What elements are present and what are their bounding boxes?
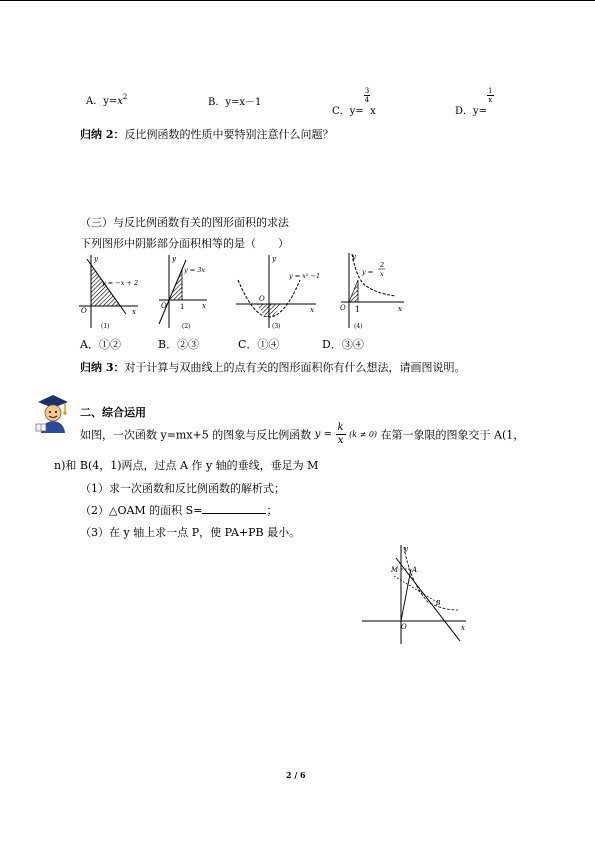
option-d-exp-den: x (488, 96, 493, 104)
tick-one-label: 1 (355, 305, 361, 314)
guina3-title: 归纳 3： (80, 361, 125, 374)
option-c-exp-num: 3 (364, 87, 370, 95)
x-label: x (202, 302, 206, 310)
figure-4 (338, 250, 408, 330)
guina2-title: 归纳 2： (80, 128, 125, 141)
equation-label: y = x² −1 (289, 272, 321, 280)
figure-tag: (2) (182, 323, 191, 330)
figure-tag: (1) (101, 323, 110, 330)
point-b-label: B (436, 600, 441, 607)
guina2 (80, 126, 333, 142)
equation-label: y = 3x (184, 266, 206, 274)
answer-blank (202, 503, 266, 514)
option-a-label: A．y= (86, 96, 118, 107)
shaded-region (257, 304, 281, 317)
option-b: B．y=x－1 (208, 97, 262, 108)
answer-c: C．①④ (238, 338, 280, 351)
option-c-exponent (364, 87, 370, 104)
section2-heading: 二、综合运用 (80, 406, 146, 419)
page-number: 2 / 6 (286, 770, 306, 780)
origin-label: O (161, 302, 167, 310)
hyperbola-graph (352, 254, 396, 296)
guina3-text: 对于计算与双曲线上的点有关的图形面积你有什么想法，请画图说明。 (124, 361, 466, 374)
option-a-base: x (117, 96, 123, 107)
problem-line1 (80, 422, 524, 447)
option-c (332, 87, 376, 117)
section3-question: 下列图形中阴影部分面积相等的是（ ） (80, 237, 289, 250)
y-label: y (352, 253, 356, 261)
problem-part2 (80, 502, 277, 518)
answer-d: D．③④ (322, 338, 364, 351)
option-d (455, 87, 494, 117)
problem-part2-post: ； (266, 504, 278, 517)
page-top-rule (0, 0, 595, 1)
scholar-mascot-icon (32, 392, 74, 434)
figure-3 (234, 252, 322, 330)
problem-line1-pre: 如图，一次函数 y=mx+5 的图象与反比例函数 (80, 428, 312, 442)
option-c-var: x (370, 106, 376, 117)
y-label: y (404, 545, 408, 553)
section3-heading: （三）与反比例函数有关的图形面积的求法 (80, 216, 289, 229)
answer-a: A．①② (80, 338, 121, 351)
origin-label: O (259, 295, 265, 303)
option-c-exp-den: 4 (364, 96, 370, 104)
option-c-label: C．y= (332, 106, 364, 117)
option-d-label: D．y= (455, 106, 488, 117)
answer-b: B．②③ (158, 338, 200, 351)
problem-k-den: x (337, 435, 344, 446)
y-label: y (94, 255, 98, 263)
point-m-label: M (391, 566, 399, 574)
segment-oa (401, 569, 411, 621)
problem-part3: （3）在 y 轴上求一点 P，使 PA+PB 最小。 (80, 526, 301, 539)
problem-k-condition: (k ≠ 0) (349, 430, 378, 439)
x-label: x (310, 306, 314, 314)
problem-part1: （1）求一次函数和反比例函数的解析式； (80, 482, 285, 495)
tick-one-label: 1 (180, 303, 185, 311)
problem-line1-post: 在第一象限的图象交于 A(1， (380, 428, 525, 442)
point-a-label: A (412, 566, 418, 574)
origin-label: O (81, 307, 87, 315)
x-label: x (398, 305, 402, 313)
equation-lhs: y = (362, 268, 374, 276)
figure-tag: (4) (354, 323, 363, 330)
problem-line2: n)和 B(4，1)两点，过点 A 作 y 轴的垂线，垂足为 M (54, 459, 319, 472)
y-label: y (172, 255, 176, 263)
origin-label: O (340, 304, 346, 312)
figure-2 (153, 252, 213, 330)
option-d-exponent (487, 87, 493, 104)
origin-label: O (401, 623, 407, 631)
figure-1 (76, 252, 142, 330)
guina2-text: 反比例函数的性质中要特别注意什么问题？ (124, 128, 334, 141)
main-figure (360, 542, 472, 646)
problem-part2-pre: （2）△OAM 的面积 S= (80, 504, 203, 517)
option-a-exponent: 2 (122, 93, 128, 101)
guina3 (80, 359, 465, 375)
problem-y-eq: y = (314, 429, 332, 440)
x-label: x (132, 308, 136, 316)
y-label: y (272, 255, 276, 263)
option-a (86, 92, 127, 107)
shaded-region (349, 280, 358, 302)
problem-k-fraction (336, 422, 346, 447)
figure-tag: (3) (272, 323, 281, 330)
x-label: x (461, 624, 465, 632)
equation-denominator: x (380, 270, 384, 278)
problem-k-num: k (337, 422, 344, 433)
equation-label: y = −x + 2 (102, 279, 139, 287)
option-d-exp-num: 1 (488, 87, 493, 95)
equation-numerator: 2 (380, 261, 385, 269)
